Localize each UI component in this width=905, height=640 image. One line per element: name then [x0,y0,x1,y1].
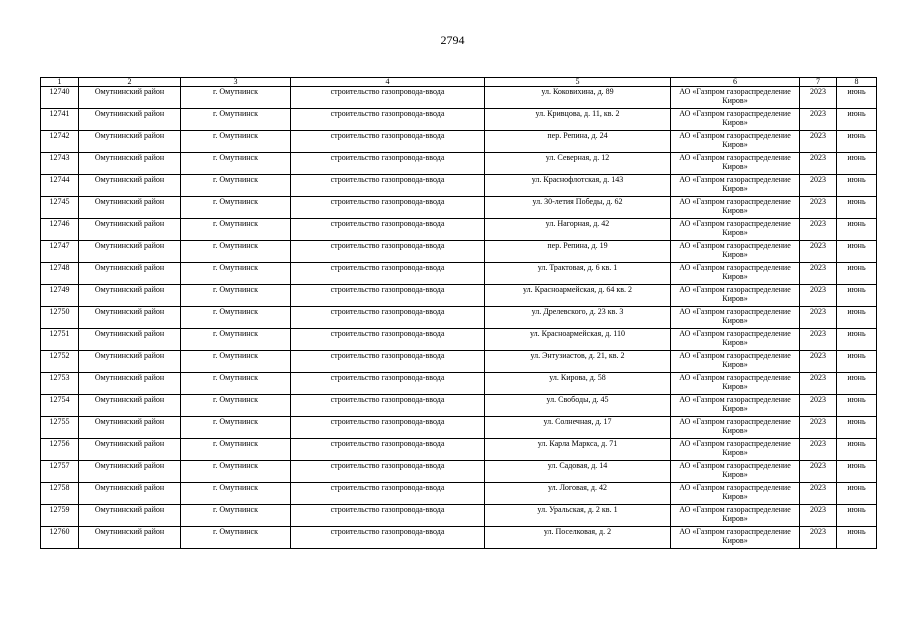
cell-organization: АО «Газпром газораспределение Киров» [671,351,800,373]
cell-organization: АО «Газпром газораспределение Киров» [671,285,800,307]
cell-record-number: 12745 [41,197,79,219]
cell-record-number: 12746 [41,219,79,241]
cell-address: ул. Северная, д. 12 [485,153,671,175]
cell-locality: г. Омутнинск [181,109,291,131]
cell-year: 2023 [800,175,837,197]
cell-work-type: строительство газопровода-ввода [291,395,485,417]
cell-month: июнь [837,483,877,505]
cell-organization: АО «Газпром газораспределение Киров» [671,87,800,109]
cell-record-number: 12741 [41,109,79,131]
cell-month: июнь [837,219,877,241]
cell-district: Омутнинский район [79,483,181,505]
cell-work-type: строительство газопровода-ввода [291,329,485,351]
table-row [41,197,877,219]
cell-record-number: 12752 [41,351,79,373]
column-header: 2 [79,78,181,87]
cell-locality: г. Омутнинск [181,461,291,483]
cell-organization: АО «Газпром газораспределение Киров» [671,197,800,219]
cell-record-number: 12740 [41,87,79,109]
table-row [41,461,877,483]
cell-district: Омутнинский район [79,461,181,483]
cell-work-type: строительство газопровода-ввода [291,219,485,241]
page-number: 2794 [440,33,465,47]
cell-record-number: 12755 [41,417,79,439]
cell-work-type: строительство газопровода-ввода [291,87,485,109]
table-row [41,505,877,527]
cell-year: 2023 [800,417,837,439]
cell-organization: АО «Газпром газораспределение Киров» [671,263,800,285]
cell-year: 2023 [800,131,837,153]
cell-work-type: строительство газопровода-ввода [291,527,485,549]
cell-record-number: 12744 [41,175,79,197]
cell-work-type: строительство газопровода-ввода [291,307,485,329]
column-header: 4 [291,78,485,87]
cell-year: 2023 [800,263,837,285]
cell-locality: г. Омутнинск [181,153,291,175]
cell-year: 2023 [800,197,837,219]
cell-address: ул. Садовая, д. 14 [485,461,671,483]
cell-year: 2023 [800,109,837,131]
cell-year: 2023 [800,483,837,505]
table-row [41,263,877,285]
cell-locality: г. Омутнинск [181,219,291,241]
cell-record-number: 12749 [41,285,79,307]
cell-address: ул. Логовая, д. 42 [485,483,671,505]
table-row [41,351,877,373]
cell-work-type: строительство газопровода-ввода [291,417,485,439]
cell-record-number: 12760 [41,527,79,549]
table-row [41,483,877,505]
cell-address: ул. Карла Маркса, д. 71 [485,439,671,461]
cell-work-type: строительство газопровода-ввода [291,109,485,131]
cell-record-number: 12758 [41,483,79,505]
cell-record-number: 12756 [41,439,79,461]
cell-district: Омутнинский район [79,329,181,351]
cell-address: ул. Поселковая, д. 2 [485,527,671,549]
cell-record-number: 12742 [41,131,79,153]
cell-year: 2023 [800,461,837,483]
cell-locality: г. Омутнинск [181,285,291,307]
cell-month: июнь [837,87,877,109]
table-row [41,285,877,307]
cell-work-type: строительство газопровода-ввода [291,131,485,153]
cell-address: ул. Свободы, д. 45 [485,395,671,417]
cell-district: Омутнинский район [79,131,181,153]
cell-district: Омутнинский район [79,153,181,175]
cell-work-type: строительство газопровода-ввода [291,175,485,197]
cell-locality: г. Омутнинск [181,395,291,417]
cell-month: июнь [837,241,877,263]
cell-district: Омутнинский район [79,263,181,285]
cell-organization: АО «Газпром газораспределение Киров» [671,109,800,131]
table-row [41,241,877,263]
cell-year: 2023 [800,307,837,329]
cell-address: ул. Краснофлотская, д. 143 [485,175,671,197]
cell-district: Омутнинский район [79,395,181,417]
cell-year: 2023 [800,439,837,461]
column-header: 8 [837,78,877,87]
cell-district: Омутнинский район [79,351,181,373]
table-row [41,175,877,197]
cell-month: июнь [837,263,877,285]
column-header: 5 [485,78,671,87]
cell-locality: г. Омутнинск [181,87,291,109]
cell-record-number: 12748 [41,263,79,285]
cell-organization: АО «Газпром газораспределение Киров» [671,395,800,417]
cell-work-type: строительство газопровода-ввода [291,461,485,483]
cell-district: Омутнинский район [79,219,181,241]
cell-locality: г. Омутнинск [181,197,291,219]
cell-year: 2023 [800,219,837,241]
cell-month: июнь [837,153,877,175]
cell-organization: АО «Газпром газораспределение Киров» [671,417,800,439]
cell-year: 2023 [800,505,837,527]
cell-record-number: 12759 [41,505,79,527]
cell-organization: АО «Газпром газораспределение Киров» [671,461,800,483]
column-header: 3 [181,78,291,87]
column-header: 1 [41,78,79,87]
cell-address: ул. Красноармейская, д. 110 [485,329,671,351]
cell-work-type: строительство газопровода-ввода [291,153,485,175]
cell-organization: АО «Газпром газораспределение Киров» [671,307,800,329]
cell-month: июнь [837,197,877,219]
cell-organization: АО «Газпром газораспределение Киров» [671,175,800,197]
column-header: 7 [800,78,837,87]
cell-year: 2023 [800,285,837,307]
cell-organization: АО «Газпром газораспределение Киров» [671,329,800,351]
cell-address: ул. Красноармейская, д. 64 кв. 2 [485,285,671,307]
cell-work-type: строительство газопровода-ввода [291,483,485,505]
cell-month: июнь [837,527,877,549]
table-row [41,87,877,109]
cell-district: Омутнинский район [79,197,181,219]
cell-record-number: 12747 [41,241,79,263]
cell-organization: АО «Газпром газораспределение Киров» [671,483,800,505]
table-row [41,417,877,439]
cell-address: ул. Трактовая, д. 6 кв. 1 [485,263,671,285]
cell-record-number: 12754 [41,395,79,417]
cell-month: июнь [837,351,877,373]
cell-address: ул. Кривцова, д. 11, кв. 2 [485,109,671,131]
cell-organization: АО «Газпром газораспределение Киров» [671,241,800,263]
cell-record-number: 12751 [41,329,79,351]
cell-work-type: строительство газопровода-ввода [291,285,485,307]
cell-district: Омутнинский район [79,439,181,461]
cell-year: 2023 [800,351,837,373]
cell-record-number: 12750 [41,307,79,329]
cell-locality: г. Омутнинск [181,417,291,439]
cell-district: Омутнинский район [79,373,181,395]
cell-address: ул. Солнечная, д. 17 [485,417,671,439]
cell-address: пер. Репина, д. 24 [485,131,671,153]
cell-district: Омутнинский район [79,307,181,329]
cell-work-type: строительство газопровода-ввода [291,197,485,219]
cell-organization: АО «Газпром газораспределение Киров» [671,219,800,241]
cell-district: Омутнинский район [79,175,181,197]
cell-year: 2023 [800,329,837,351]
cell-locality: г. Омутнинск [181,373,291,395]
cell-month: июнь [837,175,877,197]
cell-month: июнь [837,131,877,153]
cell-address: ул. 30-летия Победы, д. 62 [485,197,671,219]
cell-month: июнь [837,307,877,329]
cell-work-type: строительство газопровода-ввода [291,263,485,285]
table-row [41,439,877,461]
cell-locality: г. Омутнинск [181,241,291,263]
table-row [41,131,877,153]
table-body [41,78,877,549]
cell-year: 2023 [800,87,837,109]
table-row [41,219,877,241]
header-row [41,78,877,87]
cell-year: 2023 [800,373,837,395]
cell-district: Омутнинский район [79,109,181,131]
cell-record-number: 12757 [41,461,79,483]
cell-address: ул. Дрелевского, д. 23 кв. 3 [485,307,671,329]
table-row [41,153,877,175]
registry-table [40,77,877,549]
cell-address: пер. Репина, д. 19 [485,241,671,263]
cell-locality: г. Омутнинск [181,329,291,351]
column-header: 6 [671,78,800,87]
cell-work-type: строительство газопровода-ввода [291,373,485,395]
cell-address: ул. Энтузиастов, д. 21, кв. 2 [485,351,671,373]
table-row [41,329,877,351]
table-row [41,373,877,395]
cell-year: 2023 [800,153,837,175]
cell-address: ул. Коковихина, д. 89 [485,87,671,109]
cell-locality: г. Омутнинск [181,505,291,527]
table-row [41,109,877,131]
cell-month: июнь [837,109,877,131]
cell-year: 2023 [800,241,837,263]
cell-month: июнь [837,461,877,483]
cell-month: июнь [837,439,877,461]
cell-organization: АО «Газпром газораспределение Киров» [671,439,800,461]
cell-district: Омутнинский район [79,285,181,307]
cell-organization: АО «Газпром газораспределение Киров» [671,527,800,549]
cell-locality: г. Омутнинск [181,483,291,505]
cell-work-type: строительство газопровода-ввода [291,439,485,461]
cell-address: ул. Уральская, д. 2 кв. 1 [485,505,671,527]
cell-locality: г. Омутнинск [181,439,291,461]
table-row [41,307,877,329]
cell-address: ул. Нагорная, д. 42 [485,219,671,241]
cell-locality: г. Омутнинск [181,175,291,197]
cell-work-type: строительство газопровода-ввода [291,351,485,373]
cell-locality: г. Омутнинск [181,131,291,153]
cell-year: 2023 [800,395,837,417]
cell-month: июнь [837,395,877,417]
cell-record-number: 12753 [41,373,79,395]
cell-month: июнь [837,417,877,439]
cell-district: Омутнинский район [79,417,181,439]
cell-organization: АО «Газпром газораспределение Киров» [671,131,800,153]
cell-organization: АО «Газпром газораспределение Киров» [671,373,800,395]
cell-work-type: строительство газопровода-ввода [291,505,485,527]
cell-locality: г. Омутнинск [181,307,291,329]
cell-month: июнь [837,329,877,351]
cell-month: июнь [837,285,877,307]
cell-district: Омутнинский район [79,505,181,527]
cell-month: июнь [837,505,877,527]
cell-locality: г. Омутнинск [181,351,291,373]
cell-district: Омутнинский район [79,241,181,263]
table-row [41,527,877,549]
cell-organization: АО «Газпром газораспределение Киров» [671,505,800,527]
cell-work-type: строительство газопровода-ввода [291,241,485,263]
cell-locality: г. Омутнинск [181,263,291,285]
cell-record-number: 12743 [41,153,79,175]
cell-locality: г. Омутнинск [181,527,291,549]
cell-district: Омутнинский район [79,527,181,549]
cell-month: июнь [837,373,877,395]
cell-address: ул. Кирова, д. 58 [485,373,671,395]
cell-district: Омутнинский район [79,87,181,109]
cell-organization: АО «Газпром газораспределение Киров» [671,153,800,175]
cell-year: 2023 [800,527,837,549]
table-row [41,395,877,417]
